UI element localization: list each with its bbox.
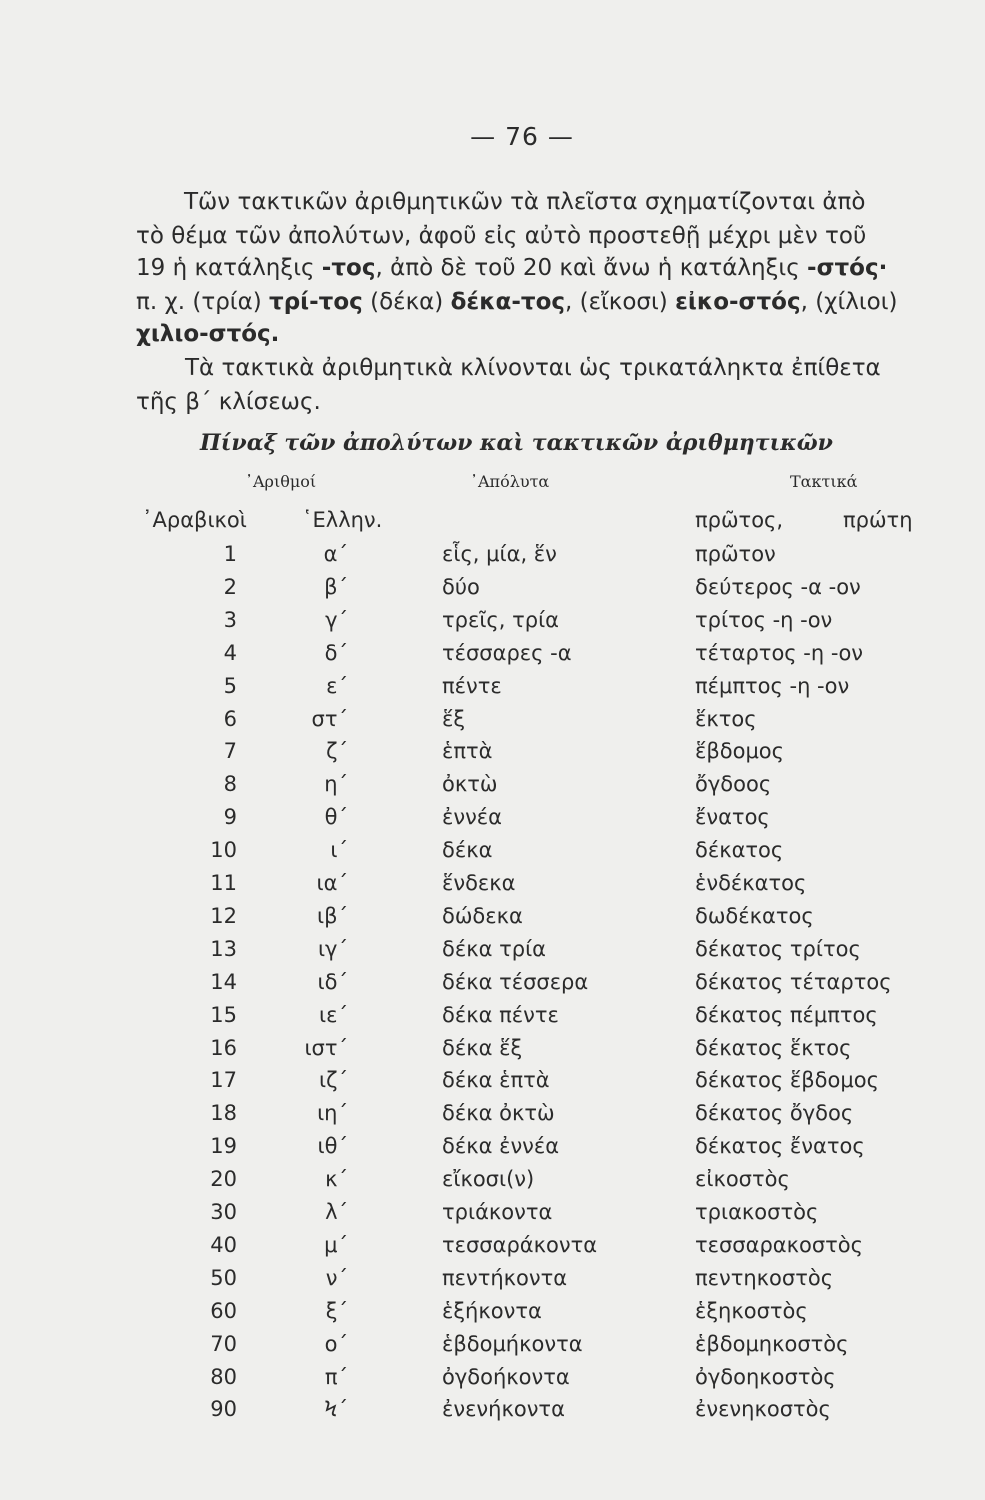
arabic-numeral-cell: 50 [210,1265,237,1290]
arabic-numeral-cell: 70 [210,1331,237,1356]
table-row [0,707,985,740]
arabic-numeral-cell: 20 [210,1167,237,1192]
table-row [0,1167,985,1200]
table-row [0,1200,985,1233]
arabic-numeral-cell: 1 [223,542,237,566]
cardinal-cell: πέντε [442,673,502,698]
ordinal-cell: τριακοστὸς [695,1200,819,1224]
greek-numeral-cell: α΄ [323,542,348,566]
table-row [0,904,985,937]
table-row [0,1036,985,1069]
arabic-numeral-cell: 10 [210,838,237,863]
cardinal-cell: ἕνδεκα [442,871,516,895]
ordinal-cell: ἕκτος [695,706,757,731]
cardinal-cell: τρεῖς, τρία [442,607,560,632]
intro-line [184,186,865,219]
table-row [0,542,985,575]
table-row [0,739,985,772]
intro-line [136,318,279,351]
group-header-numerals: ᾿Αριθμοί [245,472,317,491]
arabic-numeral-cell: 13 [210,936,237,961]
cardinal-cell: εἴκοσι(ν) [442,1167,535,1192]
intro-text: 19 ἡ κατάληξις [136,255,322,281]
greek-numeral-cell: ο΄ [324,1331,348,1356]
ordinal-cell: δέκατος πέμπτος [695,1002,878,1027]
arabic-numeral-cell: 30 [210,1200,237,1224]
intro-text: τῆς β΄ κλίσεως. [136,389,321,415]
intro-emphasis: τρί-τος [269,289,363,315]
table-row [0,1233,985,1266]
intro-text: (δέκα) [362,289,451,315]
intro-text: τὸ θέμα τῶν ἀπολύτων, ἀφοῦ εἰς αὐτὸ προστεθῇ μέχρι μὲν τοῦ [136,223,867,249]
intro-text: Τὰ τακτικὰ ἀριθμητικὰ κλίνονται ὡς τρικατάληκτα ἐπίθετα [185,355,881,381]
cardinal-cell: ὀκτὼ [442,772,498,797]
cardinal-cell: δέκα πέντε [442,1002,559,1027]
ordinal-cell: δέκατος τέταρτος [695,969,892,994]
cardinal-cell: ὀγδοήκοντα [442,1364,570,1389]
arabic-numeral-cell: 90 [210,1397,237,1422]
cardinal-cell: πεντήκοντα [442,1265,568,1290]
ordinal-cell: τέταρτος -η -ον [695,640,864,665]
cardinal-cell: ἑξήκοντα [442,1298,542,1323]
greek-numeral-cell: ιστ΄ [304,1035,348,1060]
column-header-greek: ῾Ελλην. [302,508,383,532]
cardinal-cell: δύο [442,574,480,599]
group-header-cardinals: ᾿Απόλυτα [470,472,550,491]
table-row [0,1266,985,1299]
table-title: Πίναξ τῶν ἀπολύτων καὶ τακτικῶν ἀριθμητικῶν [200,430,833,456]
greek-numeral-cell: ια΄ [316,871,348,895]
ordinal-cell: δέκατος ὄγδος [695,1101,854,1126]
cardinal-cell: δέκα [442,838,493,863]
greek-numeral-cell: ιγ΄ [317,936,348,961]
ordinal-cell: πρῶτον [695,542,776,566]
table-row [0,1134,985,1167]
table-row [0,1068,985,1101]
table-row [0,1003,985,1036]
arabic-numeral-cell: 8 [223,772,237,797]
intro-emphasis: δέκα-τος [450,289,565,315]
arabic-numeral-cell: 60 [210,1298,237,1323]
ordinal-cell: δέκατος [695,838,784,863]
greek-numeral-cell: στ΄ [311,706,348,731]
greek-numeral-cell: ιε΄ [319,1002,348,1027]
cardinal-cell: ἑβδομήκοντα [442,1331,583,1356]
arabic-numeral-cell: 6 [223,706,237,731]
intro-text: Τῶν τακτικῶν ἀριθμητικῶν τὰ πλεῖστα σχηματίζονται ἀπὸ [184,189,866,215]
column-header-ordinal-masculine: πρῶτος, [695,508,784,532]
ordinal-cell: δεύτερος -α -ον [695,574,861,599]
cardinal-cell: δέκα τέσσερα [442,969,589,994]
ordinal-cell: δέκατος ἕβδομος [695,1068,879,1093]
group-header-ordinals: Τακτικά [790,472,858,491]
greek-numeral-cell: γ΄ [325,607,348,632]
intro-text: , (εἴκοσι) [565,289,676,315]
ordinal-cell: ἕβδομος [695,739,784,764]
arabic-numeral-cell: 16 [210,1035,237,1060]
cardinal-cell: ἑπτὰ [442,739,493,764]
arabic-numeral-cell: 9 [223,805,237,830]
arabic-numeral-cell: 11 [210,871,237,895]
intro-text: , (χίλιοι) [800,289,898,315]
intro-emphasis: εἰκο-στός [675,289,801,315]
greek-numeral-cell: λ΄ [325,1200,348,1224]
ordinal-cell: δέκατος ἔνατος [695,1134,865,1159]
greek-numeral-cell: ιβ΄ [316,903,348,928]
table-row [0,838,985,871]
intro-line [136,286,897,319]
column-header-arabic: ᾿Αραβικοὶ [142,508,247,532]
greek-numeral-cell: θ΄ [324,805,348,830]
ordinal-cell: εἰκοστὸς [695,1167,790,1192]
arabic-numeral-cell: 17 [210,1068,237,1093]
cardinal-cell: εἷς, μία, ἕν [442,542,557,566]
cardinal-cell: δέκα ἐννέα [442,1134,560,1159]
greek-numeral-cell: ν΄ [325,1265,348,1290]
page-number: — 76 — [470,122,574,151]
table-row [0,1299,985,1332]
arabic-numeral-cell: 15 [210,1002,237,1027]
ordinal-cell: πεντηκοστὸς [695,1265,834,1290]
intro-emphasis: -τος [321,255,376,281]
ordinal-cell: δέκατος τρίτος [695,936,861,961]
intro-emphasis: χιλιο-στός. [136,321,280,347]
greek-numeral-cell: ιζ΄ [318,1068,348,1093]
intro-line [136,252,887,285]
arabic-numeral-cell: 14 [210,969,237,994]
ordinal-cell: πέμπτος -η -ον [695,673,850,698]
greek-numeral-cell: ε΄ [326,673,348,698]
greek-numeral-cell: π΄ [324,1364,348,1389]
ordinal-cell: δέκατος ἕκτος [695,1035,852,1060]
table-row [0,575,985,608]
cardinal-cell: δέκα ἕξ [442,1035,523,1060]
greek-numeral-cell: ξ΄ [325,1298,348,1323]
cardinal-cell: ἐννέα [442,805,503,830]
arabic-numeral-cell: 4 [223,640,237,665]
ordinal-cell: ἑβδομηκοστὸς [695,1331,849,1356]
cardinal-cell: τριάκοντα [442,1200,553,1224]
greek-numeral-cell: ζ΄ [326,739,348,764]
ordinal-cell: ὄγδοος [695,772,772,797]
cardinal-cell: δέκα ἑπτὰ [442,1068,550,1093]
arabic-numeral-cell: 7 [223,739,237,764]
arabic-numeral-cell: 3 [223,607,237,632]
greek-numeral-cell: ιθ΄ [317,1134,348,1159]
greek-numeral-cell: ιη΄ [317,1101,348,1126]
cardinal-cell: τέσσαρες -α [442,640,572,665]
ordinal-cell: δωδέκατος [695,903,814,928]
greek-numeral-cell: β΄ [324,574,348,599]
intro-line [136,220,866,253]
greek-numeral-cell: η΄ [324,772,348,797]
ordinal-cell: ἑξηκοστὸς [695,1298,808,1323]
greek-numeral-cell: ι΄ [330,838,348,863]
cardinal-cell: τεσσαράκοντα [442,1232,598,1257]
greek-numeral-cell: Ϟ΄ [323,1397,348,1422]
table-row [0,1397,985,1430]
arabic-numeral-cell: 5 [223,673,237,698]
table-row [0,937,985,970]
arabic-numeral-cell: 2 [223,574,237,599]
table-row [0,805,985,838]
table-row [0,641,985,674]
cardinal-cell: ἕξ [442,706,466,731]
arabic-numeral-cell: 80 [210,1364,237,1389]
ordinal-cell: τεσσαρακοστὸς [695,1232,863,1257]
ordinal-cell: ὀγδοηκοστὸς [695,1364,836,1389]
ordinal-cell: ἔνατος [695,805,770,830]
ordinal-cell: ἐνενηκοστὸς [695,1397,831,1422]
intro-line [136,386,321,419]
arabic-numeral-cell: 18 [210,1101,237,1126]
intro-text: π. χ. (τρία) [136,289,270,315]
table-row [0,608,985,641]
column-header-ordinal-feminine: πρώτη [843,508,913,532]
greek-numeral-cell: μ΄ [324,1232,348,1257]
greek-numeral-cell: δ΄ [324,640,348,665]
arabic-numeral-cell: 19 [210,1134,237,1159]
intro-emphasis: -στός· [807,255,888,281]
table-row [0,871,985,904]
ordinal-cell: τρίτος -η -ον [695,607,833,632]
cardinal-cell: δώδεκα [442,903,523,928]
table-row [0,970,985,1003]
table-row [0,1365,985,1398]
cardinal-cell: δέκα ὀκτὼ [442,1101,555,1126]
arabic-numeral-cell: 40 [210,1232,237,1257]
cardinal-cell: ἐνενήκοντα [442,1397,565,1422]
table-row [0,1101,985,1134]
greek-numeral-cell: κ΄ [325,1167,348,1192]
table-row [0,674,985,707]
table-row [0,772,985,805]
ordinal-cell: ἑνδέκατος [695,871,807,895]
table-row [0,1332,985,1365]
intro-line [185,352,881,385]
arabic-numeral-cell: 12 [210,903,237,928]
greek-numeral-cell: ιδ΄ [317,969,348,994]
cardinal-cell: δέκα τρία [442,936,547,961]
intro-text: , ἀπὸ δὲ τοῦ 20 καὶ ἄνω ἡ κατάληξις [375,255,808,281]
